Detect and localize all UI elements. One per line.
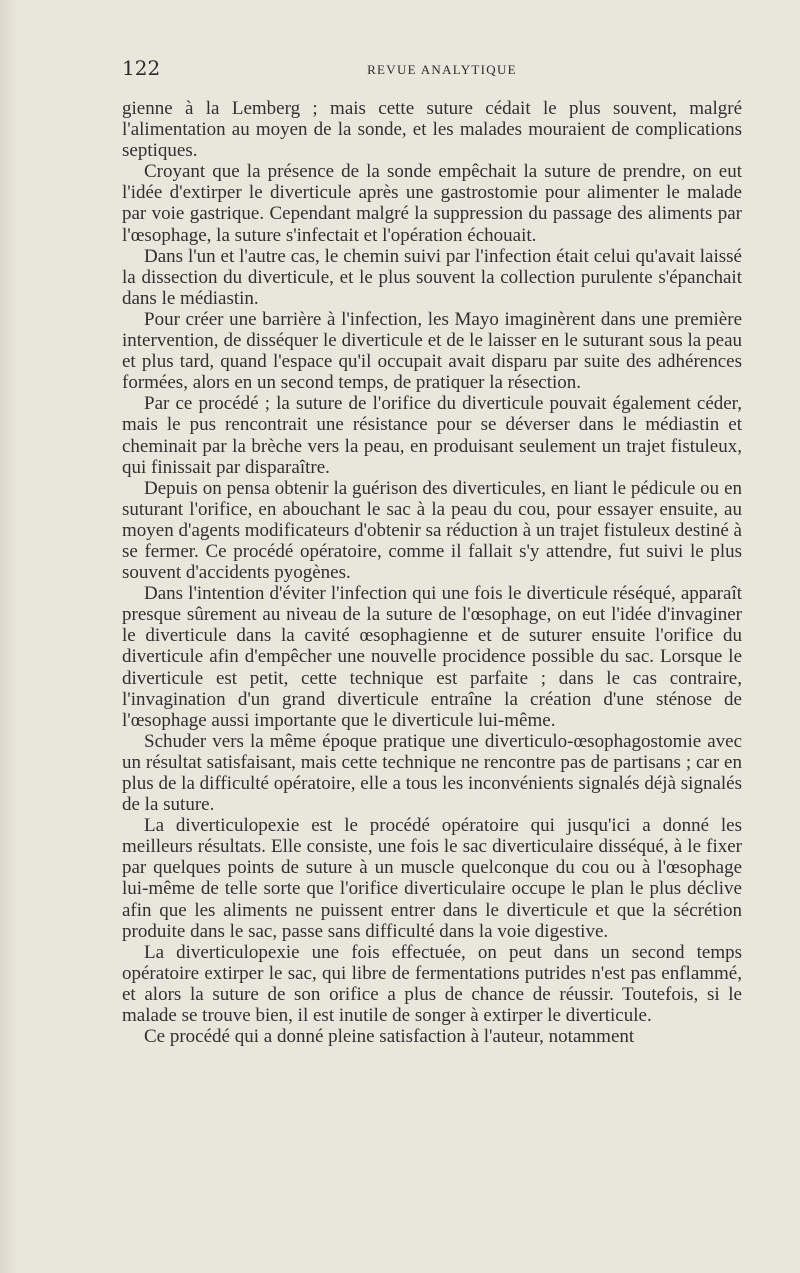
- paragraph: Depuis on pensa obtenir la guérison des diverticules, en liant le pédicule ou en suturant l'orifice, en abouchant le sac à la peau du cou, pour essayer ensuite, au moyen d'agents modificateurs d'obtenir sa réduction à un trajet fistuleux destiné à se fermer. Ce procédé opératoire, comme il fallait s'y attendre, fut suivi le plus souvent d'accidents pyogènes.: [122, 477, 742, 584]
- paragraph: La diverticulopexie une fois effectuée, on peut dans un second temps opératoire extirper le sac, qui libre de fermentations putrides n'est pas enflammé, et alors la suture de son orifice a plus de chance de réussir. Toutefois, si le malade se trouve bien, il est inutile de songer à extirper le diverticule.: [122, 941, 742, 1027]
- paragraph: Dans l'intention d'éviter l'infection qui une fois le diverticule réséqué, apparaît presque sûrement au niveau de la suture de l'œsophage, on eut l'idée d'invaginer le diverticule dans la cavité œsophagienne et de suturer ensuite l'orifice du diverticule afin d'empêcher une nouvelle procidence possible du sac. Lorsque le diverticule est petit, cette technique est parfaite ; dans le cas contraire, l'invagination d'un grand diverticule entraîne la création d'une sténose de l'œsophage aussi importante que le diverticule lui-même.: [122, 583, 742, 731]
- paragraph: Croyant que la présence de la sonde empêchait la suture de prendre, on eut l'idée d'extirper le diverticule après une gastrostomie pour alimenter le malade par voie gastrique. Cependant malgré la suppression du passage des aliments par l'œsophage, la suture s'infectait et l'opération échouait.: [122, 161, 742, 246]
- page-number: 122: [122, 56, 161, 80]
- paragraph: Schuder vers la même époque pratique une diverticulo-œsophagostomie avec un résultat satisfaisant, mais cette technique ne rencontre pas de partisans ; car en plus de la difficulté opératoire, elle a tous les inconvénients signalés déjà signalés de la suture.: [122, 730, 742, 816]
- page-header: [122, 52, 742, 88]
- paragraph: Dans l'un et l'autre cas, le chemin suivi par l'infection était celui qu'avait laissé la dissection du diverticule, et le plus souvent la collection purulente s'épanchait dans le médiastin.: [122, 245, 742, 309]
- running-head: REVUE ANALYTIQUE: [367, 62, 517, 77]
- paragraph: Par ce procédé ; la suture de l'orifice du diverticule pouvait également céder, mais le pus rencontrait une résistance pour se déverser dans le médiastin et cheminait par la brèche vers la peau, en produisant seulement un trajet fistuleux, qui finissait par disparaître.: [122, 393, 742, 478]
- paragraph: Pour créer une barrière à l'infection, les Mayo imaginèrent dans une première intervention, de disséquer le diverticule et de le laisser en le suturant sous la peau et plus tard, quand l'espace qu'il occupait avait disparu par suite des adhérences formées, alors en un second temps, de pratiquer la résection.: [122, 308, 742, 394]
- paragraph: La diverticulopexie est le procédé opératoire qui jusqu'ici a donné les meilleurs résultats. Elle consiste, une fois le sac diverticulaire disséqué, à le fixer par quelques points de suture à un muscle quelconque du cou ou à l'œsophage lui-même de telle sorte que l'orifice diverticulaire occupe le plan le plus déclive afin que les aliments ne puissent entrer dans le diverticule et que la sécrétion produite dans le sac, passe sans difficulté dans la voie digestive.: [122, 815, 742, 942]
- article-body: [122, 98, 742, 1047]
- paragraph: Ce procédé qui a donné pleine satisfaction à l'auteur, notamment: [144, 1026, 635, 1048]
- paragraph: gienne à la Lemberg ; mais cette suture cédait le plus souvent, malgré l'alimentation au moyen de la sonde, et les malades mouraient de complications septiques.: [122, 98, 742, 162]
